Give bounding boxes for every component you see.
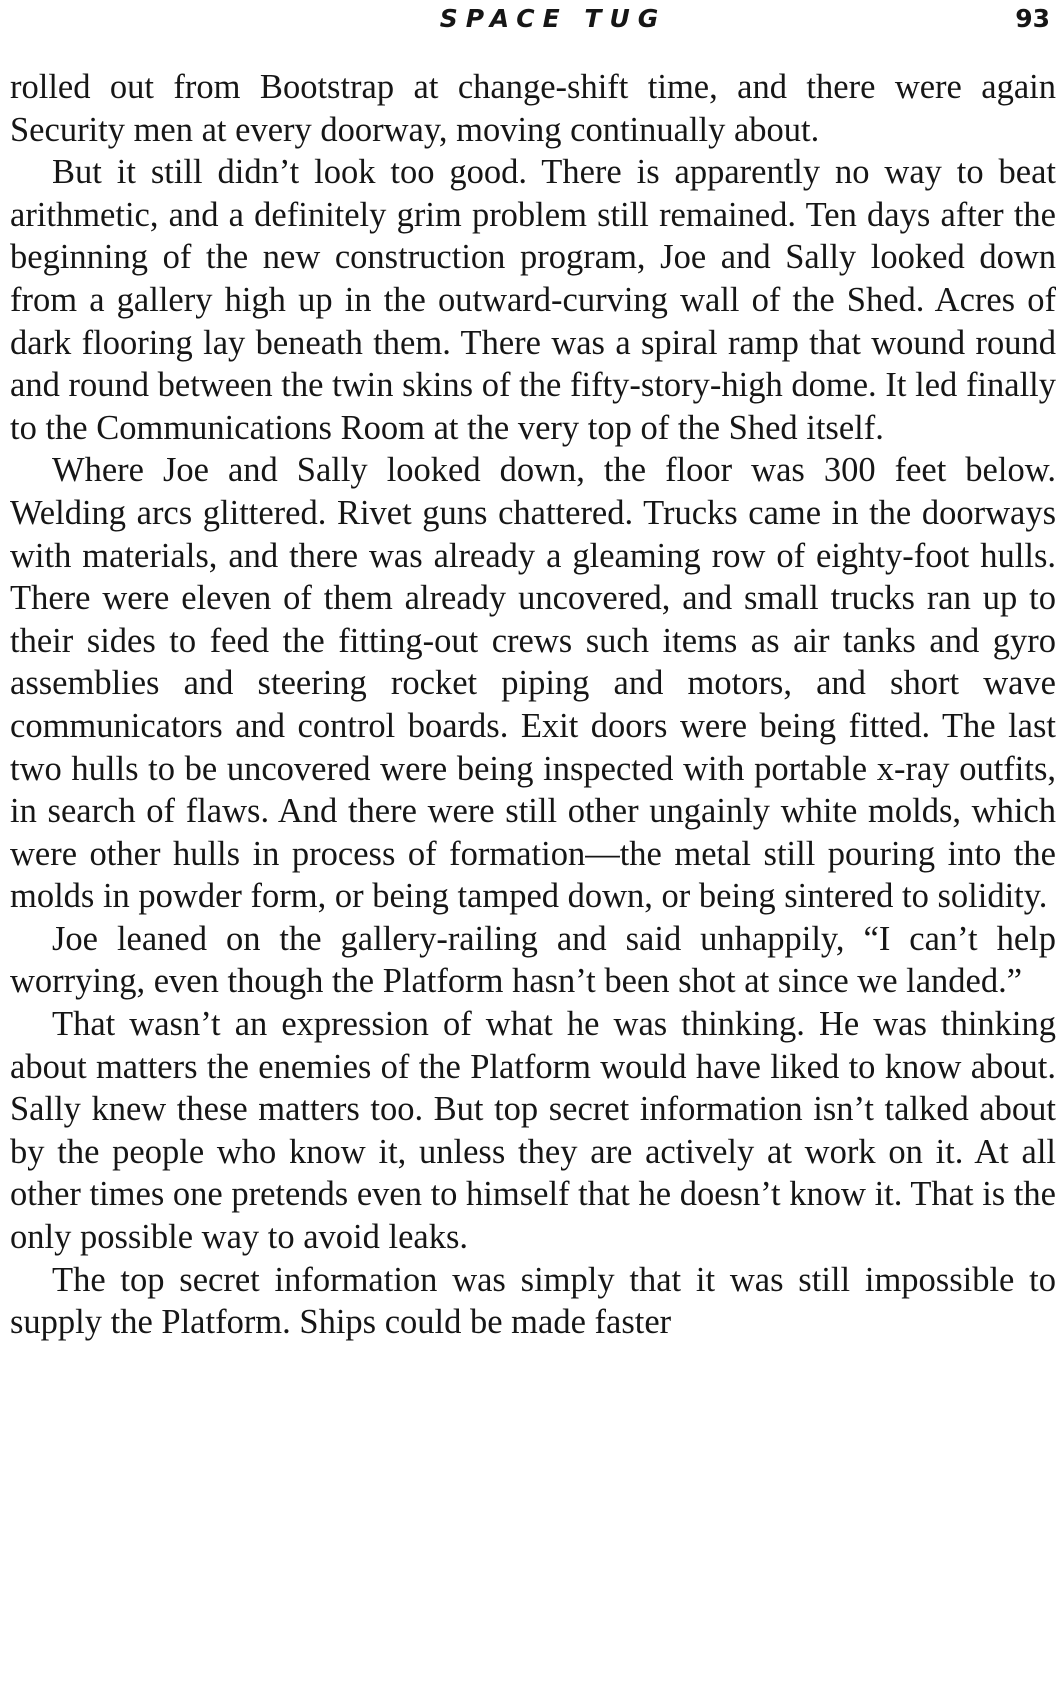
paragraph: Joe leaned on the gallery-railing and said unhappily, “I can’t help worrying, even though the Platform hasn’t been shot at since we landed.”: [10, 919, 1056, 1001]
paragraph-continued: rolled out from Bootstrap at change-shift time, and there were again Security men at every doorway, moving continually about.: [10, 68, 1056, 149]
paragraph: That wasn’t an expression of what he was thinking. He was thinking about matters the enemies of the Platform would have liked to know about. Sally knew these matters too. But top secret information isn’t talked about by the people who know it, unless they are actively at work on it. At all other times one pretends even to himself that he doesn’t know it. That is the only possible way to avoid leaks.: [10, 1005, 1056, 1257]
running-title: SPACE TUG: [439, 4, 667, 33]
running-header: [10, 0, 1056, 44]
paragraph: The top secret information was simply that it was still impossible to supply the Platform. Ships could be made faster: [10, 1260, 1056, 1342]
paragraph: Where Joe and Sally looked down, the floor was 300 feet below. Welding arcs glittered. Rivet guns chattered. Trucks came in the doorways with materials, and there was already a gleaming row of eighty-foot hulls. There were eleven of them already uncovered, and small trucks ran up to their sides to feed the fitting-out crews such items as air tanks and gyro assemblies and steering rocket piping and motors, and short wave communicators and control boards. Exit doors were being fitted. The last two hulls to be uncovered were being inspected with portable x-ray outfits, in search of flaws. And there were still other ungainly white molds, which were other hulls in process of formation—the metal still pouring into the molds in powder form, or being tamped down, or being sintered to solidity.: [10, 451, 1056, 916]
paragraph: But it still didn’t look too good. There is apparently no way to beat arithmetic, and a definitely grim problem still remained. Ten days after the beginning of the new construction program, Joe and Sally looked down from a gallery high up in the outward-curving wall of the Shed. Acres of dark flooring lay beneath them. There was a spiral ramp that wound round and round between the twin skins of the fifty-story-high dome. It led finally to the Communications Room at the very top of the Shed itself.: [10, 153, 1056, 447]
body-text: [10, 66, 1056, 1344]
book-page: [10, 0, 1056, 1699]
page-number: 93: [1015, 4, 1050, 33]
